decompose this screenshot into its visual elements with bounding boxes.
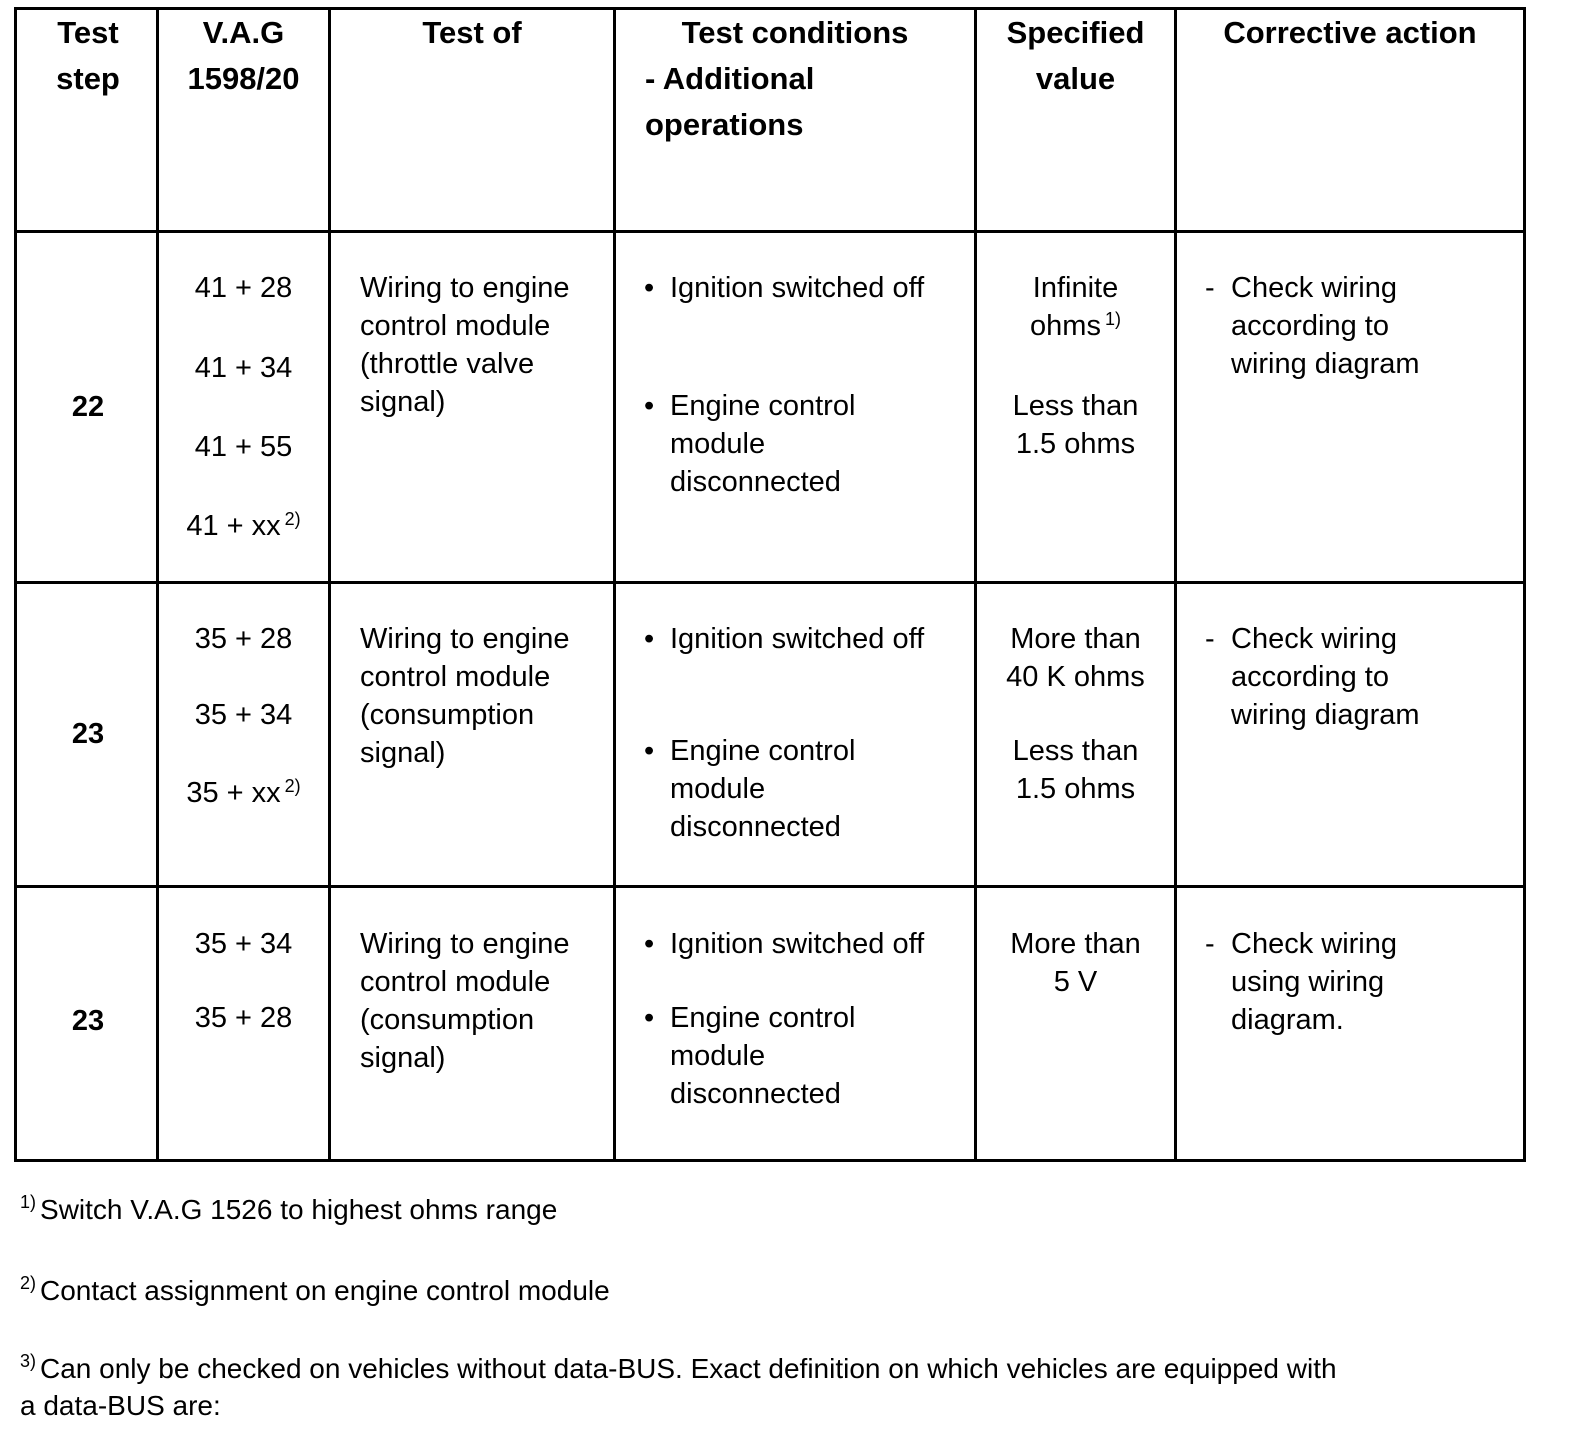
bullet-icon: • [644, 735, 655, 767]
row-divider [17, 230, 1523, 233]
row1-condition-1: • Ignition switched off [644, 269, 924, 307]
bullet-icon: • [644, 928, 655, 960]
row2-vag-3: 35 + xx $^{2)}$ [186, 776, 301, 809]
row1-action: - Check wiring according to wiring diagram [1205, 272, 1420, 380]
row3-spec-1: More than 5 V [1010, 928, 1141, 998]
header-vag: V.A.G 1598/20 [187, 15, 300, 96]
row2-vag-2: 35 + 34 [194, 699, 293, 731]
footnote-ref: 1) [1104, 309, 1121, 329]
footnote-2: $^{2)}$ Contact assignment on engine control module [20, 1273, 610, 1306]
row2-test-of: Wiring to engine control module (consumption signal) [360, 623, 570, 769]
header-corrective-action: Corrective action [1223, 15, 1477, 50]
bullet-icon: • [644, 1002, 655, 1034]
row3-step: 23 [71, 1005, 105, 1037]
bullet-icon: • [644, 623, 655, 655]
row2-spec-1: More than 40 K ohms [1006, 623, 1145, 693]
test-table [14, 7, 1526, 1162]
row1-spec-2: Less than 1.5 ohms [1012, 390, 1139, 460]
footnote-ref: 2) [284, 509, 301, 529]
col-divider [613, 10, 616, 1159]
col-divider [328, 10, 331, 1159]
footnote-ref: 2) [284, 776, 301, 796]
row3-condition-2: • Engine control module disconnected [644, 999, 855, 1113]
row1-spec-1: Infinite ohms $^{1)}$ [1030, 272, 1121, 342]
bullet-icon: • [644, 390, 655, 422]
row1-step: 22 [71, 391, 105, 423]
row3-test-of: Wiring to engine control module (consumption signal) [360, 928, 570, 1074]
row1-vag-1: 41 + 28 [194, 272, 293, 304]
bullet-icon: • [644, 272, 655, 304]
row3-vag-1: 35 + 34 [194, 928, 293, 960]
footnote-1: $^{1)}$ Switch V.A.G 1526 to highest ohms range [20, 1192, 558, 1225]
row1-vag-4: 41 + xx $^{2)}$ [186, 509, 301, 542]
row3-vag-2: 35 + 28 [194, 1002, 293, 1034]
row1-condition-2: • Engine control module disconnected [644, 387, 855, 501]
row1-vag-2: 41 + 34 [194, 352, 293, 384]
col-divider [156, 10, 159, 1159]
row3-condition-1: • Ignition switched off [644, 925, 924, 963]
header-test-of: Test of [422, 15, 522, 50]
row2-condition-2: • Engine control module disconnected [644, 732, 855, 846]
row2-action: - Check wiring according to wiring diagram [1205, 623, 1420, 731]
col-divider [1174, 10, 1177, 1159]
header-specified-value: Specified value [1006, 15, 1145, 96]
row1-test-of: Wiring to engine control module (throttle valve signal) [360, 272, 570, 418]
row2-condition-1: • Ignition switched off [644, 620, 924, 658]
row1-vag-3: 41 + 55 [194, 431, 293, 463]
header-test-conditions: Test conditions - Additional operations [645, 15, 909, 142]
row2-spec-2: Less than 1.5 ohms [1012, 735, 1139, 805]
row-divider [17, 885, 1523, 888]
row2-step: 23 [71, 718, 105, 750]
row-divider [17, 581, 1523, 584]
header-test-step: Test step [56, 15, 120, 96]
row2-vag-1: 35 + 28 [194, 623, 293, 655]
row3-action: - Check wiring using wiring diagram. [1205, 928, 1397, 1036]
footnote-3: $^{3)}$ Can only be checked on vehicles without data-BUS. Exact definition on which vehicles are equipped with a data-BUS are: [20, 1351, 1337, 1421]
